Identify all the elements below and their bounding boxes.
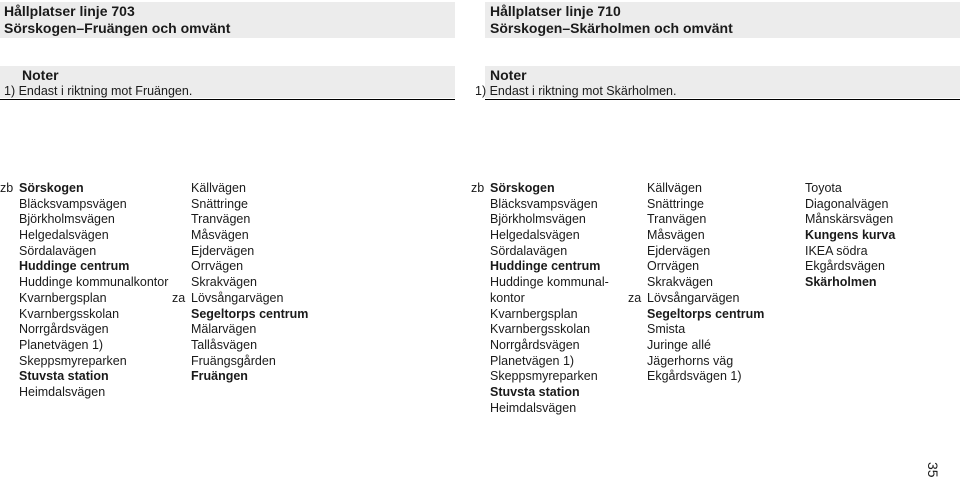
- line-703-notes-title: Noter: [22, 67, 59, 83]
- stop-item: [0, 181, 168, 197]
- stop-item: [191, 244, 308, 260]
- line-703-title: Hållplatser linje 703: [4, 3, 135, 19]
- line-703-stops-column-2: [172, 181, 309, 385]
- stop-name: Måsvägen: [191, 228, 249, 243]
- stop-item: [19, 228, 168, 244]
- stop-name: Fruängen: [191, 369, 248, 384]
- stop-item: [191, 338, 308, 354]
- stop-name: Bläcksvampsvägen: [19, 196, 127, 211]
- stop-item: [647, 197, 764, 213]
- stop-name: Källvägen: [647, 181, 702, 195]
- stop-name: Norrgårdsvägen: [19, 322, 109, 337]
- stop-name: Kvarnbergsskolan: [490, 322, 591, 337]
- stop-item: [805, 275, 895, 291]
- stop-name: Toyota: [805, 181, 842, 195]
- stop-name: Huddinge kommunal-: [490, 275, 609, 290]
- stop-name: Ejdervägen: [647, 243, 711, 258]
- stop-name: Skeppsmyreparken: [19, 353, 127, 368]
- stop-item: [19, 369, 168, 385]
- line-710-subtitle: Sörskogen–Skärholmen och omvänt: [490, 20, 733, 36]
- stop-name: Jägerhorns väg: [647, 353, 734, 368]
- stop-item: [19, 354, 168, 370]
- stop-name: Skeppsmyreparken: [490, 369, 598, 384]
- stop-item: [805, 244, 895, 260]
- stop-item: [19, 244, 168, 260]
- stop-name: Helgedalsvägen: [19, 228, 109, 243]
- stop-name: Snättringe: [191, 196, 248, 211]
- stop-item: [490, 338, 609, 354]
- stop-name: Diagonalvägen: [805, 196, 889, 211]
- stop-name: Planetvägen 1): [19, 337, 104, 352]
- stop-item: [647, 228, 764, 244]
- stop-name: IKEA södra: [805, 243, 868, 258]
- line-710-notes-title: Noter: [490, 67, 527, 83]
- stop-item: [647, 369, 764, 385]
- stop-name: Bläcksvampsvägen: [490, 196, 598, 211]
- stop-item: [19, 291, 168, 307]
- stop-item: [19, 338, 168, 354]
- stop-name: Juringe allé: [647, 337, 711, 352]
- stop-item: [471, 181, 609, 197]
- stop-item: [19, 322, 168, 338]
- stop-item: [490, 322, 609, 338]
- stop-item: [805, 212, 895, 228]
- stop-name: kontor: [490, 290, 525, 305]
- stop-item: [191, 354, 308, 370]
- stop-item: [490, 291, 609, 307]
- stop-name: Heimdalsvägen: [490, 400, 577, 415]
- stop-name: Huddinge centrum: [490, 259, 601, 274]
- stop-item: [191, 307, 308, 323]
- line-710-stops-column-1: [471, 181, 609, 416]
- stop-name: Heimdalsvägen: [19, 384, 106, 399]
- stop-item: [191, 197, 308, 213]
- line-703-subtitle: Sörskogen–Fruängen och omvänt: [4, 20, 231, 36]
- stop-name: Sörskogen: [19, 181, 84, 195]
- stop-item: [19, 259, 168, 275]
- stop-name: Fruängsgården: [191, 353, 276, 368]
- stop-item: [805, 228, 895, 244]
- stop-name: Källvägen: [191, 181, 246, 195]
- stop-item: [647, 212, 764, 228]
- stop-item: [490, 307, 609, 323]
- stop-name: Tallåsvägen: [191, 337, 258, 352]
- stop-name: Kvarnbergsplan: [19, 290, 107, 305]
- stop-name: Kvarnbergsplan: [490, 306, 578, 321]
- stop-name: Planetvägen 1): [490, 353, 575, 368]
- stop-name: Lövsångarvägen: [191, 290, 284, 305]
- stop-item: [647, 322, 764, 338]
- stop-name: Måsvägen: [647, 228, 705, 243]
- stop-item: [647, 275, 764, 291]
- stop-item: [647, 244, 764, 260]
- stop-item: [490, 244, 609, 260]
- stop-item: [490, 275, 609, 291]
- stop-item: [490, 385, 609, 401]
- stop-item: [191, 228, 308, 244]
- stop-name: Lövsångarvägen: [647, 290, 740, 305]
- stop-name: Smista: [647, 322, 686, 337]
- line-710-stops-column-3: [805, 181, 895, 291]
- stop-item: [19, 275, 168, 291]
- stop-name: Kungens kurva: [805, 228, 896, 243]
- stop-item: [191, 212, 308, 228]
- stop-name: Orrvägen: [191, 259, 244, 274]
- stop-name: Ekgårdsvägen: [805, 259, 885, 274]
- stop-item: [19, 197, 168, 213]
- stop-item: [191, 275, 308, 291]
- stop-name: Stuvsta station: [19, 369, 109, 384]
- stop-item: [805, 259, 895, 275]
- stop-name: Månskärsvägen: [805, 212, 894, 227]
- stop-name: Sördalavägen: [490, 243, 568, 258]
- stop-name: Tranvägen: [191, 212, 251, 227]
- page-number: 35: [925, 462, 941, 478]
- stop-name: Björkholmsvägen: [490, 212, 586, 227]
- stop-item: [490, 228, 609, 244]
- zone-label: za: [172, 290, 186, 305]
- stop-item: [647, 259, 764, 275]
- stop-name: Tranvägen: [647, 212, 707, 227]
- stop-item: [647, 338, 764, 354]
- stop-name: Orrvägen: [647, 259, 700, 274]
- stop-item: [805, 181, 895, 197]
- stop-item: [191, 259, 308, 275]
- line-710-note-1: 1) Endast i riktning mot Skärholmen.: [475, 84, 677, 98]
- stop-item: [628, 290, 764, 307]
- stop-name: Skrakvägen: [647, 275, 714, 290]
- stop-item: [490, 369, 609, 385]
- stop-name: Ekgårdsvägen 1): [647, 369, 742, 384]
- line-703-divider: [0, 99, 455, 100]
- line-703-note-1: 1) Endast i riktning mot Fruängen.: [4, 84, 193, 98]
- stop-item: [647, 181, 764, 197]
- line-710-divider: [485, 99, 960, 100]
- line-710-stops-column-2: [628, 181, 765, 385]
- zone-label: zb: [0, 181, 14, 195]
- stop-item: [647, 354, 764, 370]
- stop-item: [19, 385, 168, 401]
- stop-item: [647, 307, 764, 323]
- stop-item: [490, 354, 609, 370]
- stop-item: [490, 197, 609, 213]
- stop-name: Stuvsta station: [490, 384, 580, 399]
- zone-label: zb: [471, 181, 485, 195]
- stop-name: Sördalavägen: [19, 243, 97, 258]
- stop-item: [490, 212, 609, 228]
- stop-name: Snättringe: [647, 196, 704, 211]
- stop-name: Kvarnbergsskolan: [19, 306, 120, 321]
- stop-item: [490, 259, 609, 275]
- stop-name: Segeltorps centrum: [191, 306, 309, 321]
- line-703-stops-column-1: [0, 181, 169, 401]
- stop-name: Ejdervägen: [191, 243, 255, 258]
- stop-name: Norrgårdsvägen: [490, 337, 580, 352]
- stop-name: Björkholmsvägen: [19, 212, 115, 227]
- stop-item: [805, 197, 895, 213]
- stop-item: [490, 401, 609, 417]
- stop-name: Sörskogen: [490, 181, 555, 195]
- stop-item: [172, 290, 308, 307]
- stop-item: [19, 307, 168, 323]
- line-710-title: Hållplatser linje 710: [490, 3, 621, 19]
- stop-item: [191, 322, 308, 338]
- stop-name: Segeltorps centrum: [647, 306, 765, 321]
- stop-item: [191, 369, 308, 385]
- stop-name: Huddinge centrum: [19, 259, 130, 274]
- zone-label: za: [628, 290, 642, 305]
- stop-item: [191, 181, 308, 197]
- stop-name: Helgedalsvägen: [490, 228, 580, 243]
- stop-item: [19, 212, 168, 228]
- stop-name: Skärholmen: [805, 275, 877, 290]
- stop-name: Huddinge kommunalkontor: [19, 275, 169, 290]
- stop-name: Skrakvägen: [191, 275, 258, 290]
- stop-name: Mälarvägen: [191, 322, 257, 337]
